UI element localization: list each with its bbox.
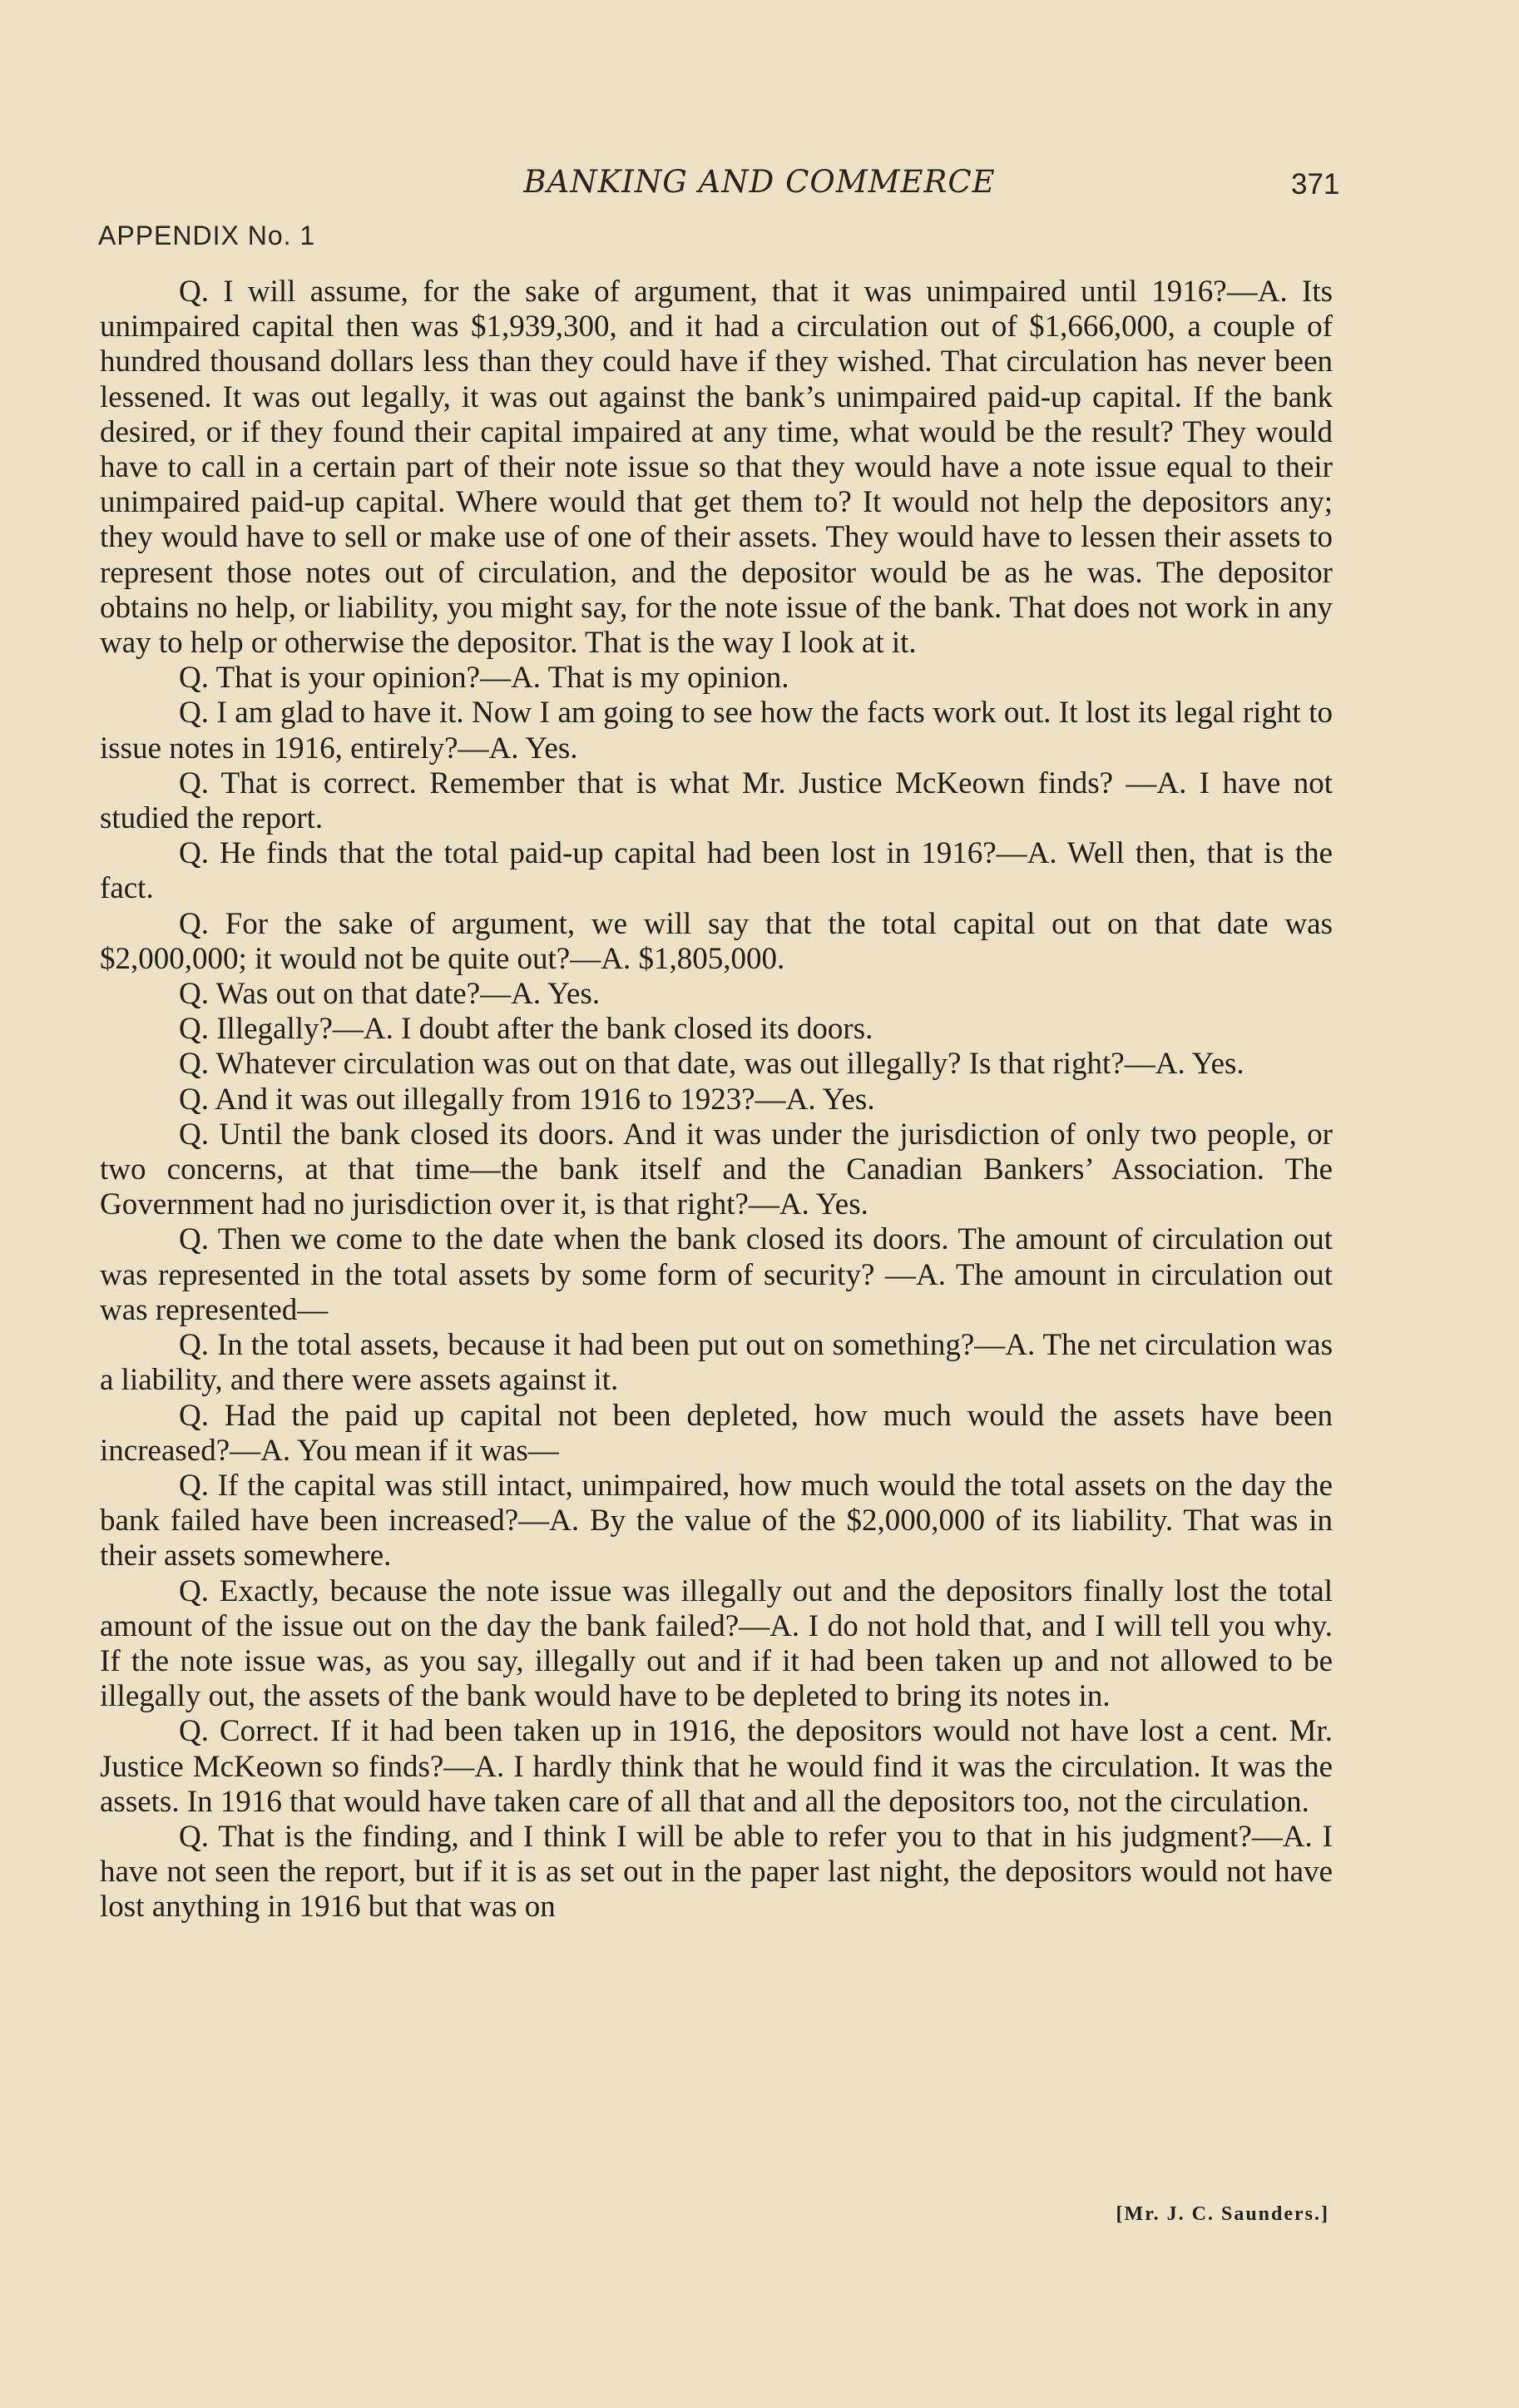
paragraph: Q. Exactly, because the note issue was illegally out and the depositors finally lost the total amount of the issue out on the day the bank failed?—A. I do not hold that, and I will tell you why. If the note issue was, as you say, illegally out and if it had been taken up and not allowed to be illegally out, the assets of the bank would have to be depleted to bring its notes in.	[100, 1573, 1333, 1714]
paragraph: Q. Illegally?—A. I doubt after the bank closed its doors.	[179, 1012, 873, 1047]
page-number: 371	[1291, 168, 1340, 201]
paragraph: Q. He finds that the total paid-up capital had been lost in 1916?—A. Well then, that is the fact.	[100, 836, 1333, 906]
paragraph: Q. That is correct. Remember that is what Mr. Justice McKeown finds? —A. I have not studied the report.	[100, 766, 1333, 836]
appendix-label: APPENDIX No. 1	[98, 220, 316, 250]
running-title: BANKING AND COMMERCE	[523, 164, 996, 200]
paragraph: Q. For the sake of argument, we will say that the total capital out on that date was $2,000,000; it would not be quite out?—A. $1,805,000.	[100, 906, 1333, 976]
paragraph: Q. That is the finding, and I think I will be able to refer you to that in his judgment?—A. I have not seen the report, but if it is as set out in the paper last night, the depositors would not have lost anything in 1916 but that was on	[100, 1819, 1333, 1925]
paragraph: Q. I will assume, for the sake of argument, that it was unimpaired until 1916?—A. Its unimpaired capital then was $1,939,300, and it had a circulation out of $1,666,000, a couple of hundred thousand dollars less than they could have if they wished. That circulation has never been lessened. It was out legally, it was out against the bank’s unimpaired paid-up capital. If the bank desired, or if they found their capital impaired at any time, what would be the result? They would have to call in a certain part of their note issue so that they would have a note issue equal to their unimpaired paid-up capital. Where would that get them to? It would not help the depositors any; they would have to sell or make use of one of their assets. They would have to lessen their assets to represent those notes out of circulation, and the depositor would be as he was. The depositor obtains no help, or liability, you might say, for the note issue of the bank. That does not work in any way to help or otherwise the depositor. That is the way I look at it.	[100, 275, 1333, 661]
paragraph: Q. I am glad to have it. Now I am going to see how the facts work out. It lost its legal right to issue notes in 1916, entirely?—A. Yes.	[100, 696, 1333, 766]
paragraph: Q. That is your opinion?—A. That is my opinion.	[179, 661, 789, 696]
paragraph: Q. Was out on that date?—A. Yes.	[179, 977, 601, 1012]
body-text	[100, 275, 1333, 1925]
paragraph: Q. Then we come to the date when the bank closed its doors. The amount of circulation out was represented in the total assets by some form of security? —A. The amount in circulation out was represented—	[100, 1222, 1333, 1327]
paragraph: Q. Had the paid up capital not been depleted, how much would the assets have been increased?—A. You mean if it was—	[100, 1398, 1333, 1468]
paragraph: Q. Until the bank closed its doors. And it was under the jurisdiction of only two people, or two concerns, at that time—the bank itself and the Canadian Bankers’ Association. The Government had no jurisdiction over it, is that right?—A. Yes.	[100, 1117, 1333, 1222]
paragraph: Q. And it was out illegally from 1916 to 1923?—A. Yes.	[179, 1082, 875, 1117]
paragraph: Q. If the capital was still intact, unimpaired, how much would the total assets on the day the bank failed have been increased?—A. By the value of the $2,000,000 of its liability. That was in their assets somewhere.	[100, 1468, 1333, 1573]
paragraph: Q. Correct. If it had been taken up in 1916, the depositors would not have lost a cent. Mr. Justice McKeown so finds?—A. I hardly think that he would find it was the circulation. It was the assets. In 1916 that would have taken care of all that and all the depositors too, not the circulation.	[100, 1714, 1333, 1819]
paragraph: Q. In the total assets, because it had been put out on something?—A. The net circulation was a liability, and there were assets against it.	[100, 1328, 1333, 1398]
speaker-attribution: [Mr. J. C. Saunders.]	[1116, 2203, 1329, 2225]
paragraph: Q. Whatever circulation was out on that date, was out illegally? Is that right?—A. Yes.	[179, 1047, 1244, 1082]
